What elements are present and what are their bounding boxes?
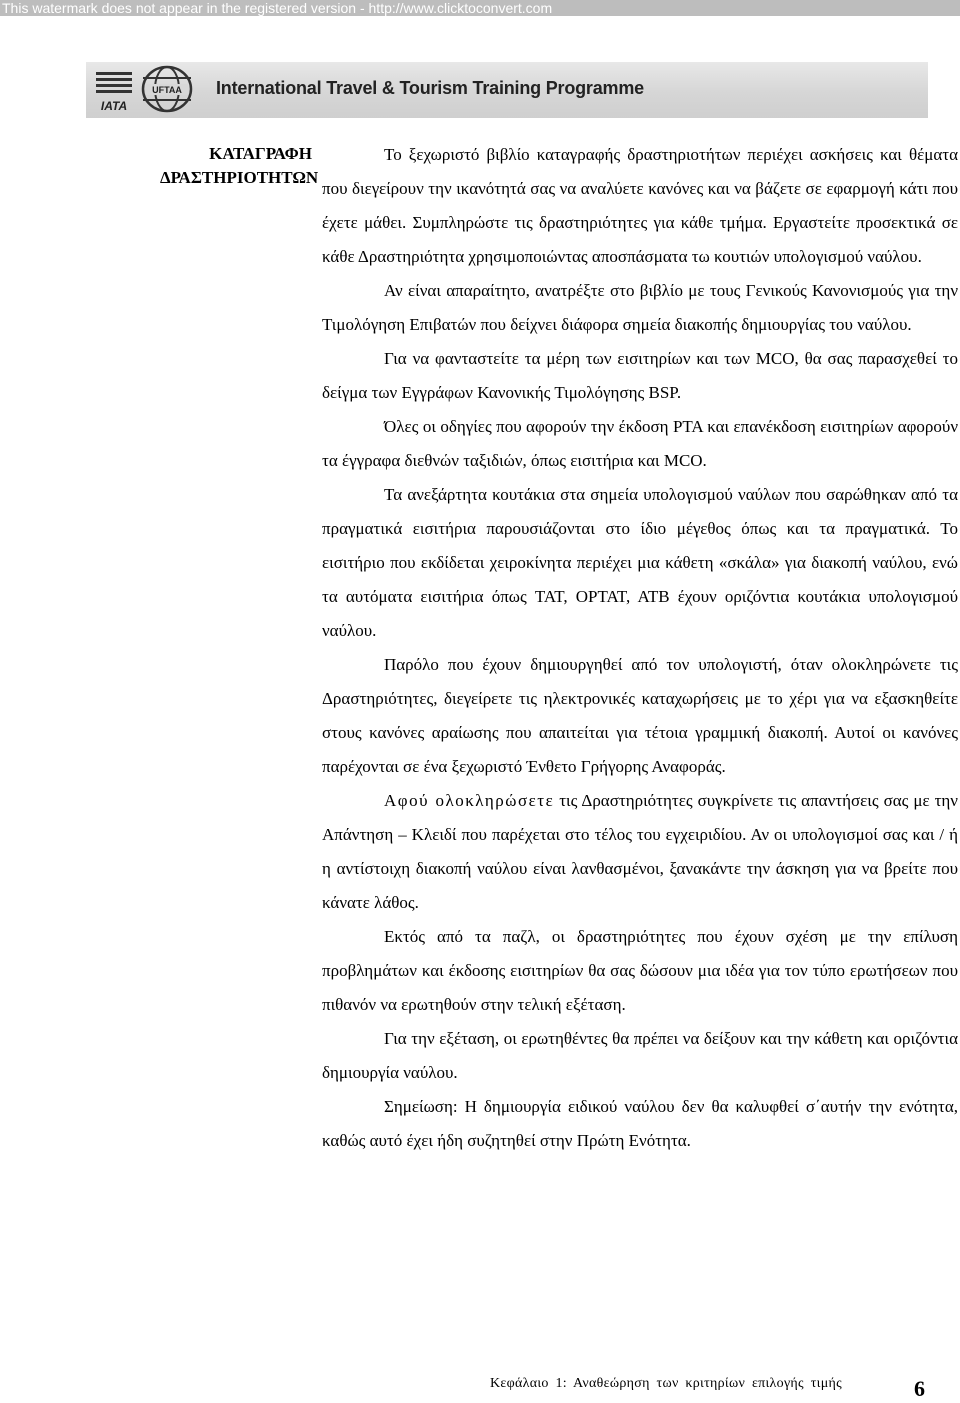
paragraph-4: Όλες οι οδηγίες που αφορούν την έκδοση PTA και επανέκδοση εισιτηρίων αφορούν τα έγγραφα διεθνών ταξιδιών, όπως εισιτήρια και MCO. <box>322 417 958 470</box>
footer-chapter-title: Κεφάλαιο 1: Αναθεώρηση των κριτηρίων επιλογής τιμής <box>490 1376 842 1391</box>
paragraph-2: Αν είναι απαραίτητο, ανατρέξτε στο βιβλίο με τους Γενικούς Κανονισμούς για την Τιμολόγηση Επιβατών που δείχνει διάφορα σημεία διακοπής δημιουργίας του ναύλου. <box>322 281 958 334</box>
programme-banner <box>86 62 928 118</box>
section-side-title <box>160 142 319 190</box>
paragraph-1: Το ξεχωριστό βιβλίο καταγραφής δραστηριοτήτων περιέχει ασκήσεις και θέματα που διεγείρουν την ικανότητά σας να αναλύετε κανόνες και να βάζετε σε εφαρμογή κάτι που έχετε μάθει. Συμπληρώστε τις δραστηριότητες για κάθε τμήμα. Εργαστείτε προσεκτικά σε κάθε Δραστηριότητα χρησιμοποιώντας αποσπάσματα τω κουτιών υπολογισμού ναύλου. <box>322 145 958 266</box>
paragraph-10: Σημείωση: Η δημιουργία ειδικού ναύλου δεν θα καλυφθεί σ΄αυτήν την ενότητα, καθώς αυτό έχει ήδη συζητηθεί στην Πρώτη Ενότητα. <box>322 1097 958 1150</box>
iata-logo-icon <box>94 68 134 114</box>
paragraph-3: Για να φανταστείτε τα μέρη των εισιτηρίων και των MCO, θα σας παρασχεθεί το δείγμα των Εγγράφων Κανονικής Τιμολόγησης BSP. <box>322 349 958 402</box>
programme-title: International Travel & Tourism Training Programme <box>216 78 644 98</box>
side-title-line1: ΚΑΤΑΓΡΑΦΗ <box>209 144 312 163</box>
watermark-bar <box>0 0 960 16</box>
paragraph-6: Παρόλο που έχουν δημιουργηθεί από τον υπολογιστή, όταν ολοκληρώνετε τις Δραστηριότητες, διεγείρετε τις ηλεκτρονικές καταχωρήσεις με το χέρι για να εξασκηθείτε στους κανόνες αραίωσης που απαιτείται για τέτοια γραμμική διακοπή. Αυτοί οι κανόνες παρέχονται σε ένα ξεχωριστό Ένθετο Γρήγορης Αναφοράς. <box>322 655 958 776</box>
uftaa-globe-icon <box>138 64 196 114</box>
paragraph-7-lead: Αφού ολοκληρώσετε <box>384 791 555 810</box>
side-title-line2: ΔΡΑΣΤΗΡΙΟΤΗΤΩΝ <box>160 168 319 187</box>
page-footer <box>490 1376 842 1392</box>
watermark-link[interactable]: http://www.clicktoconvert.com <box>368 0 553 16</box>
paragraph-7 <box>322 784 958 920</box>
paragraph-8: Εκτός από τα παζλ, οι δραστηριότητες που έχουν σχέση με την επίλυση προβλημάτων και έκδοσης εισιτηρίων θα σας δώσουν μια ιδέα για τον τύπο ερωτήσεων που πιθανόν να ερωτηθούν στην τελική εξέταση. <box>322 927 958 1014</box>
uftaa-logo-text: UFTAA <box>152 85 182 95</box>
iata-logo-text: IATA <box>100 99 128 113</box>
watermark-text: This watermark does not appear in the registered version - <box>2 0 369 16</box>
body-text <box>322 138 958 1158</box>
paragraph-5: Τα ανεξάρτητα κουτάκια στα σημεία υπολογισμού ναύλων που σαρώθηκαν από τα πραγματικά εισιτήρια παρουσιάζονται στο ίδιο μέγεθος όπως και τα πραγματικά. Το εισιτήριο που εκδίδεται χειροκίνητα περιέχει μια κάθετη «σκάλα» για διακοπή ναύλου, ενώ τα αυτόματα εισιτήρια όπως TAT, OPTAT, ATB έχουν οριζόντια κουτάκια υπολογισμού ναύλου. <box>322 485 958 640</box>
paragraph-7-rest: τις Δραστηριότητες συγκρίνετε τις απαντήσεις σας με την Απάντηση – Κλειδί που παρέχεται στο τέλος του εγχειριδίου. Αν οι υπολογισμοί σας και / ή η αντίστοιχη διακοπή ναύλου είναι λανθασμένοι, ξανακάντε την άσκηση για να βρείτε που κάνατε λάθος. <box>322 791 958 912</box>
paragraph-9: Για την εξέταση, οι ερωτηθέντες θα πρέπει να δείξουν και την κάθετη και οριζόντια δημιουργία ναύλου. <box>322 1029 958 1082</box>
page-number: 6 <box>914 1376 925 1401</box>
